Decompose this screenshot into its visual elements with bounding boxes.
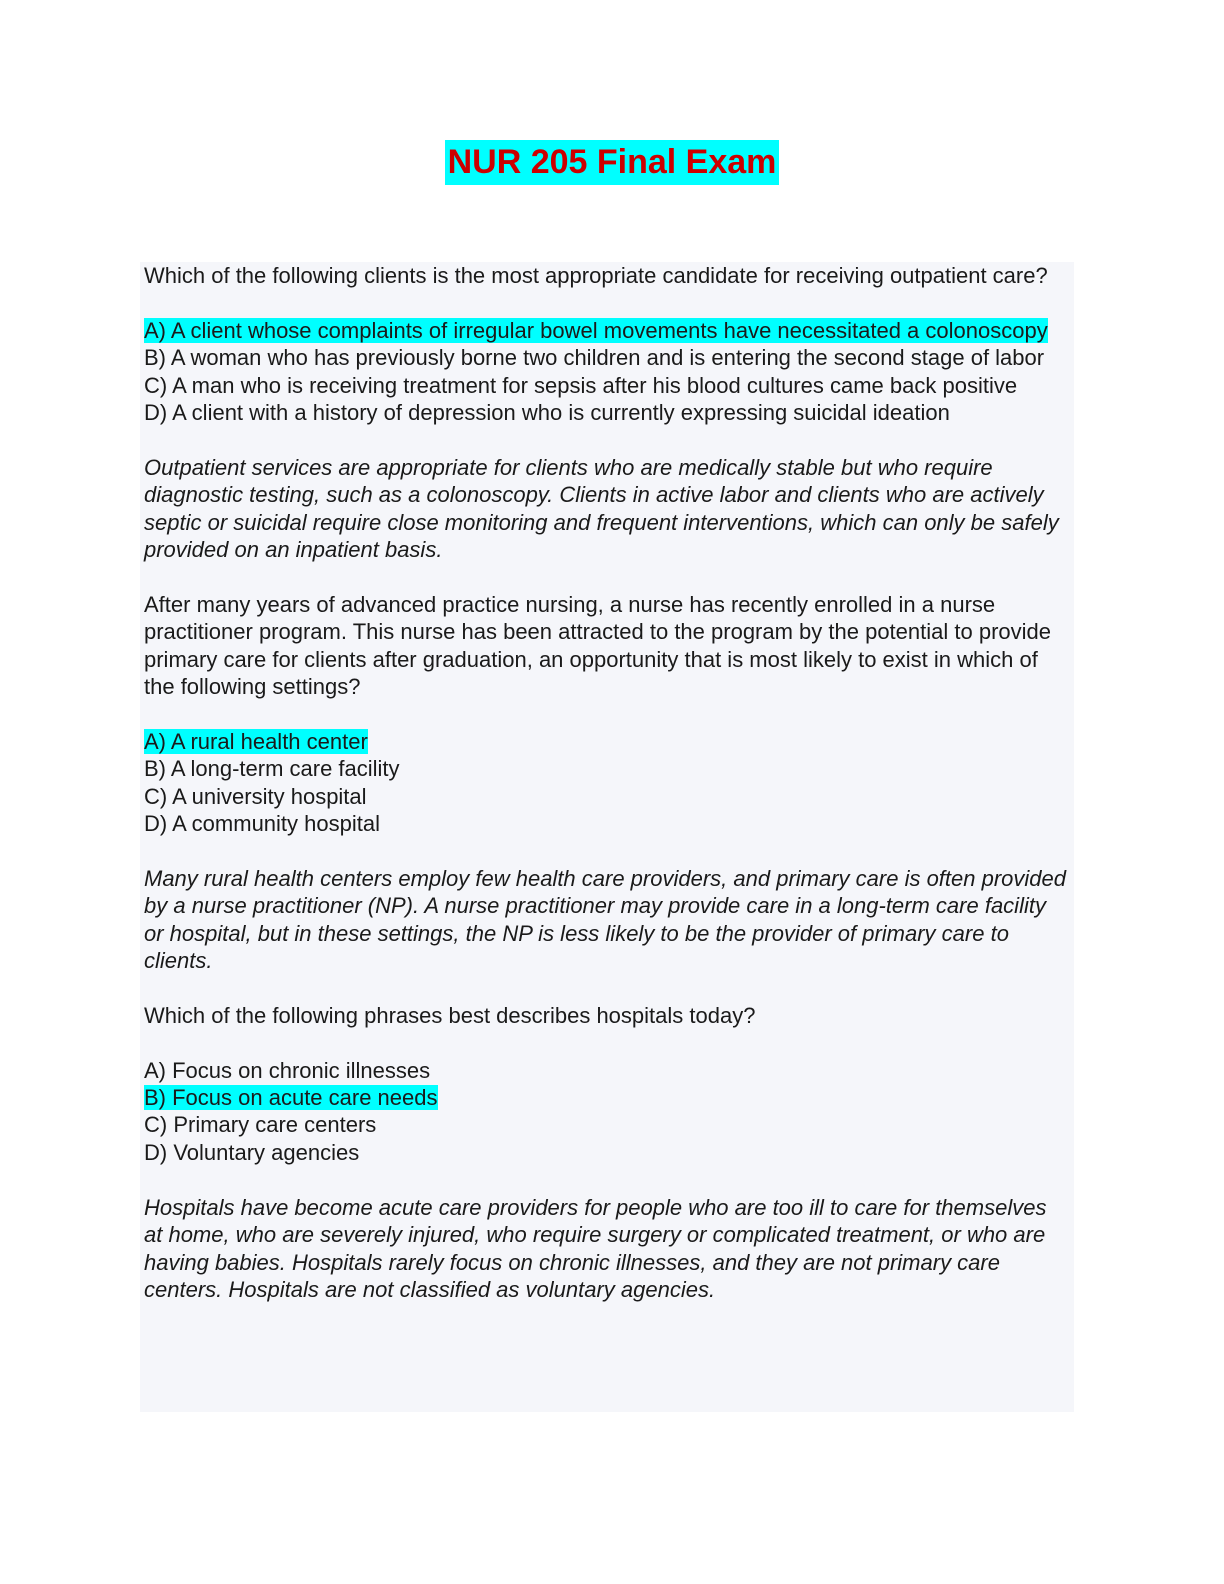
answer-rationale: Hospitals have become acute care providers for people who are too ill to care for themselves at home, who are severely injured, who require surgery or complicated treatment, or who are having babies. Hospitals rarely focus on chronic illnesses, and they are not primary care centers. Hospitals are not classified as voluntary agencies. (144, 1194, 1047, 1302)
answer-option-d: D) Voluntary agencies (144, 1139, 360, 1165)
answer-rationale: Outpatient services are appropriate for clients who are medically stable but who require diagnostic testing, such as a colonoscopy. Clients in active labor and clients who are actively septic or suicidal require close monitoring and frequent interventions, which can only be safely provided on an inpatient basis. (144, 454, 1059, 563)
answer-options (144, 1057, 1068, 1167)
answer-option-d: D) A community hospital (144, 811, 380, 837)
answer-options (144, 728, 1068, 838)
question-stem (144, 262, 1068, 289)
question-text: Which of the following clients is the most appropriate candidate for receiving outpatient care? (144, 263, 1048, 288)
answer-option-a: A) Focus on chronic illnesses (144, 1057, 431, 1083)
answer-option-d: D) A client with a history of depression who is currently expressing suicidal ideation (144, 400, 950, 426)
page-title: NUR 205 Final Exam (445, 140, 780, 185)
answer-option-c: C) A man who is receiving treatment for sepsis after his blood cultures came back positive (144, 372, 1018, 398)
title-container (0, 140, 1224, 185)
exam-content (140, 262, 1074, 1412)
correct-answer-highlight: A) A rural health center (144, 728, 368, 754)
answer-option-b: B) A long-term care facility (144, 756, 400, 782)
answer-option-b (144, 1084, 1068, 1111)
answer-option-a (144, 728, 1068, 755)
answer-option-c: C) Primary care centers (144, 1112, 377, 1138)
correct-answer-highlight: A) A client whose complaints of irregular bowel movements have necessitated a colonoscopy (144, 317, 1048, 343)
question-text: Which of the following phrases best describes hospitals today? (144, 1002, 756, 1028)
correct-answer-highlight: B) Focus on acute care needs (144, 1085, 438, 1111)
answer-option-c: C) A university hospital (144, 783, 367, 809)
answer-option-a (144, 317, 1068, 344)
question-text: After many years of advanced practice nursing, a nurse has recently enrolled in a nurse practitioner program. This nurse has been attracted to the program by the potential to provide primary care for clients after graduation, an opportunity that is most likely to exist in which of the following settings? (144, 591, 1051, 700)
question-stem (144, 1002, 1068, 1029)
answer-options (144, 317, 1068, 427)
answer-rationale: Many rural health centers employ few health care providers, and primary care is often provided by a nurse practitioner (NP). A nurse practitioner may provide care in a long-term care facility or hospital, but in these settings, the NP is less likely to be the provider of primary care to clients. (144, 865, 1067, 974)
question-stem (144, 591, 1068, 701)
answer-option-b: B) A woman who has previously borne two children and is entering the second stage of labor (144, 345, 1045, 371)
